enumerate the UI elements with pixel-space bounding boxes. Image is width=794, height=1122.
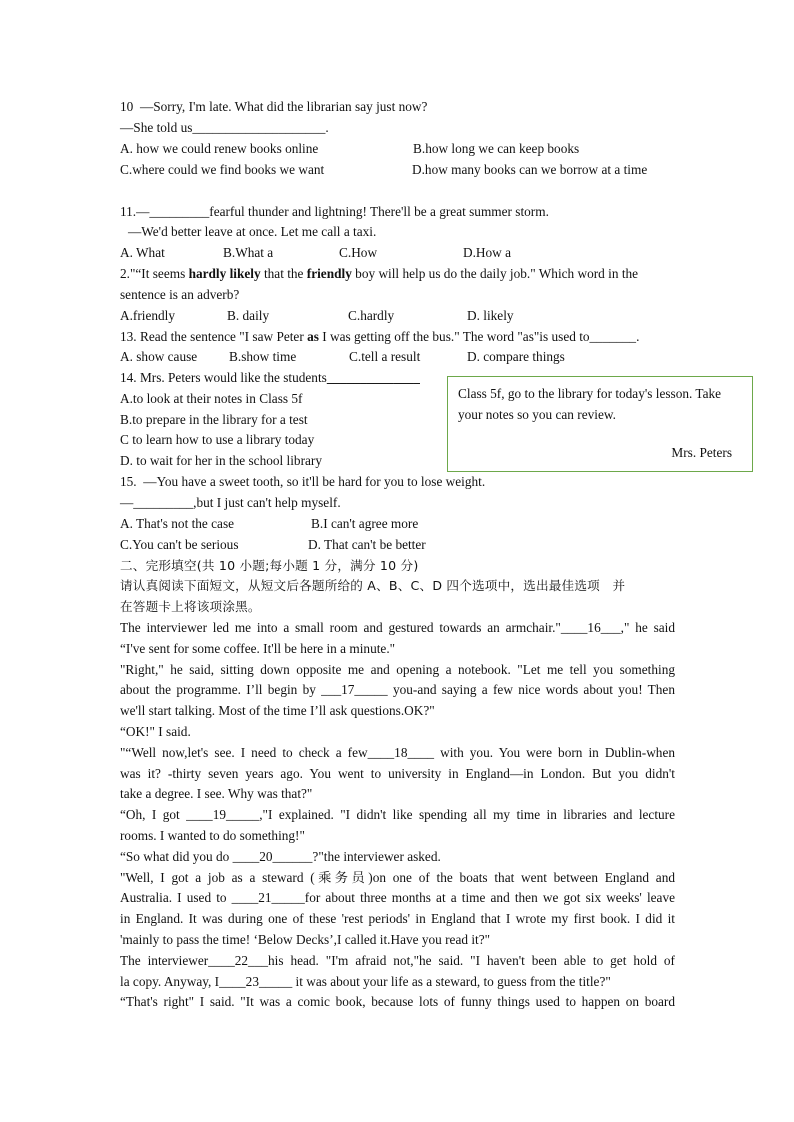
passage-line: about the programme. I’ll begin by ___17_____ you-and saying a few nice words about you! Then — [120, 682, 675, 697]
passage-line: The interviewer____22___his head. "I'm afraid not,"he said. "I haven't been able to get hold of — [120, 953, 675, 968]
q11-option-c: C.How — [339, 245, 378, 260]
q15-stem: 15. —You have a sweet tooth, so it'll be hard for you to lose weight. — [120, 474, 486, 489]
passage-line: was it? -thirty seven years ago. You went to university in England—in London. But you didn't — [120, 766, 675, 781]
q12-line2: sentence is an adverb? — [120, 287, 240, 302]
q13-option-b: B.show time — [229, 349, 297, 364]
q13-stem-post: I was getting off the bus." The word "as"is used to_______. — [318, 329, 640, 344]
passage-line: “So what did you do ____20______?"the interviewer asked. — [120, 849, 441, 864]
passage-line: 'mainly to pass the time! ‘Below Decks’,I called it.Have you read it?" — [120, 932, 491, 947]
passage-line: “I've sent for some coffee. It'll be here in a minute." — [120, 641, 396, 656]
q13-options — [120, 348, 565, 366]
q13-stem-pre: 13. Read the sentence "I saw Peter — [120, 329, 308, 344]
passage-line: “Oh, I got ____19_____,"I explained. "I didn't like spending all my time in libraries and lecture — [120, 807, 675, 822]
notice-line-1: Class 5f, go to the library for today's lesson. Take — [458, 386, 722, 401]
q13-bold-as: as — [307, 329, 319, 344]
q10-option-d: D.how many books can we borrow at a time — [412, 162, 648, 177]
q10-options-row1 — [120, 140, 579, 158]
notice-signature: Mrs. Peters — [671, 445, 732, 460]
q11-stem: 11.—_________fearful thunder and lightning! There'll be a great summer storm. — [120, 204, 549, 219]
q14-option-b: B.to prepare in the library for a test — [120, 412, 308, 427]
q12-stem — [120, 265, 638, 283]
q15-options-row1 — [120, 515, 418, 533]
q13-option-d: D. compare things — [467, 349, 565, 364]
library-notice-box — [447, 376, 753, 472]
section2-instruction-2: 在答题卡上将该项涂黑。 — [120, 599, 261, 614]
q12-option-d: D. likely — [467, 308, 514, 323]
passage-line: “That's right" I said. "It was a comic book, because lots of funny things used to happen on board — [120, 994, 675, 1009]
passage-line: The interviewer led me into a small room and gestured towards an armchair."____16___," he said — [120, 620, 675, 635]
q10-line2: —She told us____________________. — [120, 120, 329, 135]
q14-stem — [120, 369, 420, 387]
passage-line: we'll start talking. Most of the time I’ll ask questions.OK?" — [120, 703, 435, 718]
q15-option-c: C.You can't be serious — [120, 537, 239, 552]
passage-line: take a degree. I see. Why was that?" — [120, 786, 313, 801]
passage-line: “OK!" I said. — [120, 724, 191, 739]
q11-option-b: B.What a — [223, 245, 274, 260]
q12-option-b: B. daily — [227, 308, 270, 323]
passage-line: la copy. Anyway, I____23_____ it was about your life as a steward, to guess from the title?" — [120, 974, 611, 989]
notice-line-2: your notes so you can review. — [458, 407, 616, 422]
q15-option-b: B.I can't agree more — [311, 516, 419, 531]
q14-answer-blank: ______________ — [326, 370, 420, 385]
q15-option-a: A. That's not the case — [120, 516, 235, 531]
q12-option-a: A.friendly — [120, 308, 176, 323]
q15-options-row2 — [120, 536, 426, 554]
passage-line: "“Well now,let's see. I need to check a few____18____ with you. You were born in Dublin-when — [120, 745, 675, 760]
q15-line2: —_________,but I just can't help myself. — [120, 495, 341, 510]
passage-line: "Right," he said, sitting down opposite me and opening a notebook. "Let me tell you something — [120, 662, 675, 677]
q12-options — [120, 307, 514, 325]
q10-options-row2 — [120, 161, 647, 179]
q12-stem-pre: 2."“It seems — [120, 266, 189, 281]
q10-option-b: B.how long we can keep books — [413, 141, 580, 156]
q12-bold-friendly: friendly — [306, 266, 352, 281]
q13-stem — [120, 328, 639, 346]
q15-option-d: D. That can't be better — [308, 537, 426, 552]
q14-stem-text: 14. Mrs. Peters would like the students — [120, 370, 327, 385]
q14-option-c: C to learn how to use a library today — [120, 432, 315, 447]
q10-option-c: C.where could we find books we want — [120, 162, 325, 177]
q12-bold-hardly-likely: hardly likely — [188, 266, 261, 281]
q13-option-a: A. show cause — [120, 349, 198, 364]
q12-option-c: C.hardly — [348, 308, 395, 323]
q10-option-a: A. how we could renew books online — [120, 141, 319, 156]
section2-instruction-1: 请认真阅读下面短文，从短文后各题所给的 A、B、C、D 四个选项中，选出最佳选项 并 — [120, 578, 626, 593]
q11-option-d: D.How a — [463, 245, 512, 260]
q10-stem: 10 —Sorry, I'm late. What did the librarian say just now? — [120, 99, 428, 114]
passage-line: "Well, I got a job as a steward (乘务员)on one of the boats that went between England and — [120, 870, 675, 885]
passage-line: rooms. I wanted to do something!" — [120, 828, 305, 843]
q11-option-a: A. What — [120, 245, 165, 260]
q11-line2: —We'd better leave at once. Let me call a taxi. — [128, 224, 377, 239]
q12-stem-mid: that the — [260, 266, 307, 281]
section2-heading: 二、完形填空(共 10 小题;每小题 1 分，满分 10 分) — [120, 558, 419, 573]
passage-line: Australia. I used to ____21_____for about three months at a time and then we got six weeks' leave — [120, 890, 675, 905]
q14-option-d: D. to wait for her in the school library — [120, 453, 322, 468]
passage-line: in England. It was during one of these 'rest periods' in England that I wrote my first book. I did it — [120, 911, 675, 926]
q13-option-c: C.tell a result — [349, 349, 421, 364]
q14-option-a: A.to look at their notes in Class 5f — [120, 391, 303, 406]
q11-options — [120, 244, 511, 262]
q12-stem-post: boy will help us do the daily job." Which word in the — [351, 266, 639, 281]
